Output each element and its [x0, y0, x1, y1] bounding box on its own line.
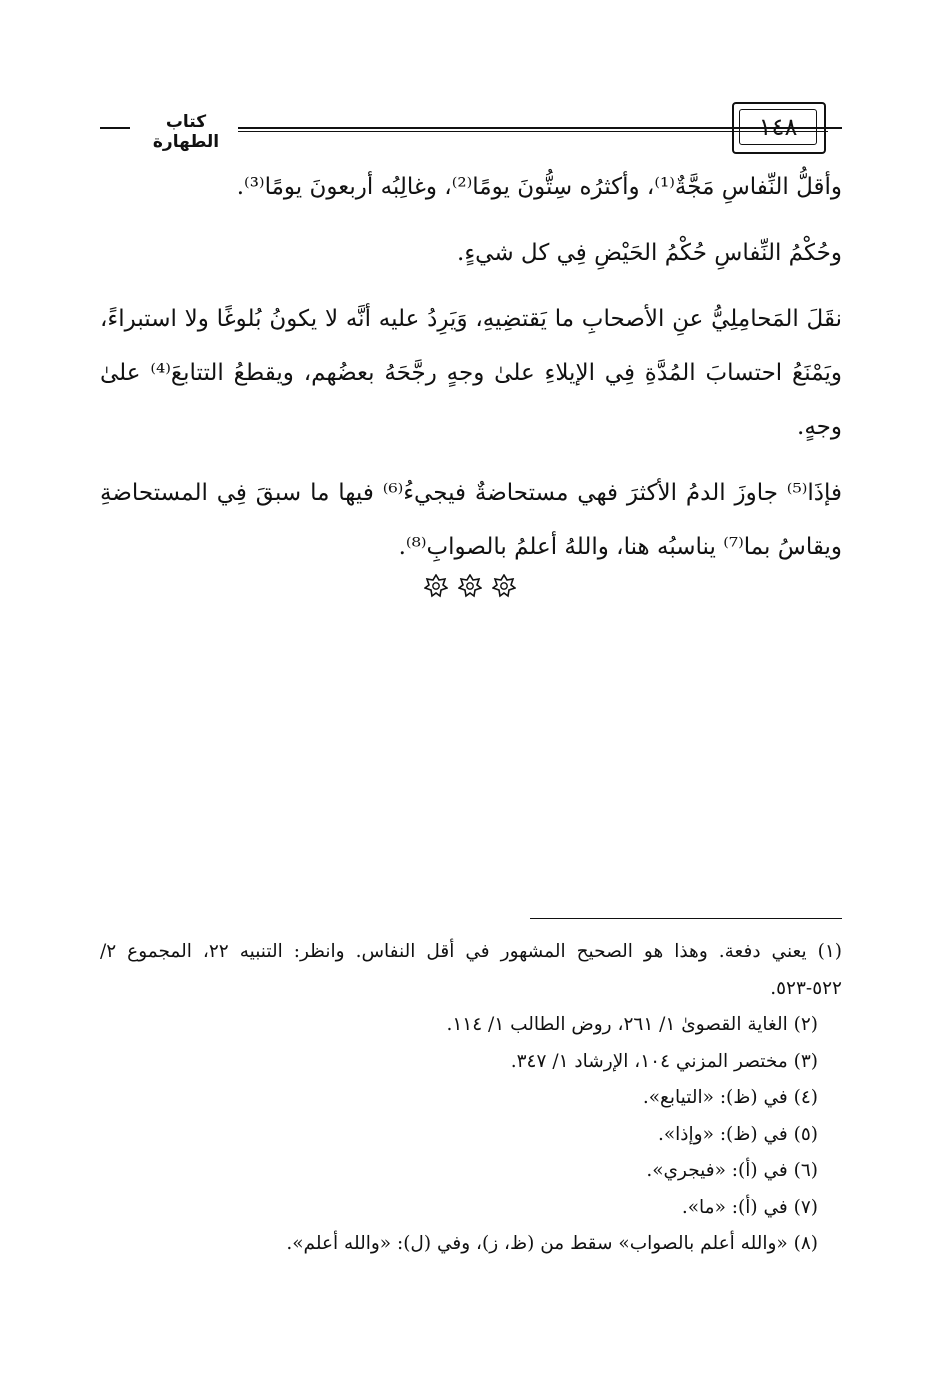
section-ornament	[410, 574, 530, 604]
footnote: (٦) في (أ): «فيجري».	[646, 1160, 818, 1181]
page-header	[100, 100, 842, 154]
footnote: (٥) في (ظ): «وإذا».	[657, 1123, 818, 1145]
header-rule-left	[100, 127, 130, 129]
star-ornament-icon	[424, 574, 448, 598]
footnote: (٣) مختصر المزني ١٠٤، الإرشاد ١/ ٣٤٧.	[510, 1050, 818, 1072]
footnote-separator	[530, 918, 842, 919]
footnotes	[100, 934, 842, 1263]
paragraph: فإذَا⁽⁵⁾ جاوزَ الدمُ الأكثرَ فهي مستحاضةٌ فيجيءُ⁽⁶⁾ فيها ما سبقَ فِي المستحاضةِ ويقاسُ بما⁽⁷⁾ يناسبُه هنا، واللهُ أعلمُ بالصوابِ⁽⁸⁾.	[100, 480, 842, 560]
running-title: كتاب الطهارة	[152, 112, 220, 152]
footnote: (٤) في (ظ): «التيابع».	[642, 1087, 818, 1108]
main-text	[100, 160, 842, 586]
header-rule-right	[826, 127, 842, 129]
footnote: (٢) الغاية القصوىٰ ١/ ٢٦١، روض الطالب ١/ ١١٤.	[446, 1014, 818, 1035]
footnote: (٧) في (أ): «ما».	[681, 1196, 818, 1218]
footnote: (١) يعني دفعة. وهذا هو الصحيح المشهور في أقل النفاس. وانظر: التنبيه ٢٢، المجموع ٢/ ٥٢٢-٥٢٣.	[100, 941, 842, 999]
star-ornament-icon	[458, 574, 482, 598]
page-number-frame	[732, 102, 826, 154]
paragraph: نقَلَ المَحامِلِيُّ عنِ الأصحابِ ما يَقتضِيهِ، وَيَرِدُ عليه أنَّه لا يكونُ بُلوغًا ولا استبراءً، ويَمْنَعُ احتسابَ المُدَّةِ فِي الإيلاءِ علىٰ وجهٍ رجَّحَهُ بعضُهم، ويقطعُ التتابعَ⁽⁴⁾ علىٰ وجهٍ.	[100, 306, 843, 440]
paragraph: وأقلُّ النِّفاسِ مَجَّةٌ⁽¹⁾، وأكثرُه سِتُّونَ يومًا⁽²⁾، وغالِبُه أربعونَ يومًا⁽³⁾.	[236, 174, 842, 200]
paragraph: وحُكْمُ النِّفاسِ حُكْمُ الحَيْضِ فِي كل شيءٍ.	[457, 240, 842, 266]
star-ornament-icon	[492, 574, 516, 598]
page-number: ١٤٨	[739, 109, 817, 145]
footnote: (٨) «والله أعلم بالصواب» سقط من (ظ، ز)، وفي (ل): «والله أعلم».	[286, 1233, 818, 1254]
